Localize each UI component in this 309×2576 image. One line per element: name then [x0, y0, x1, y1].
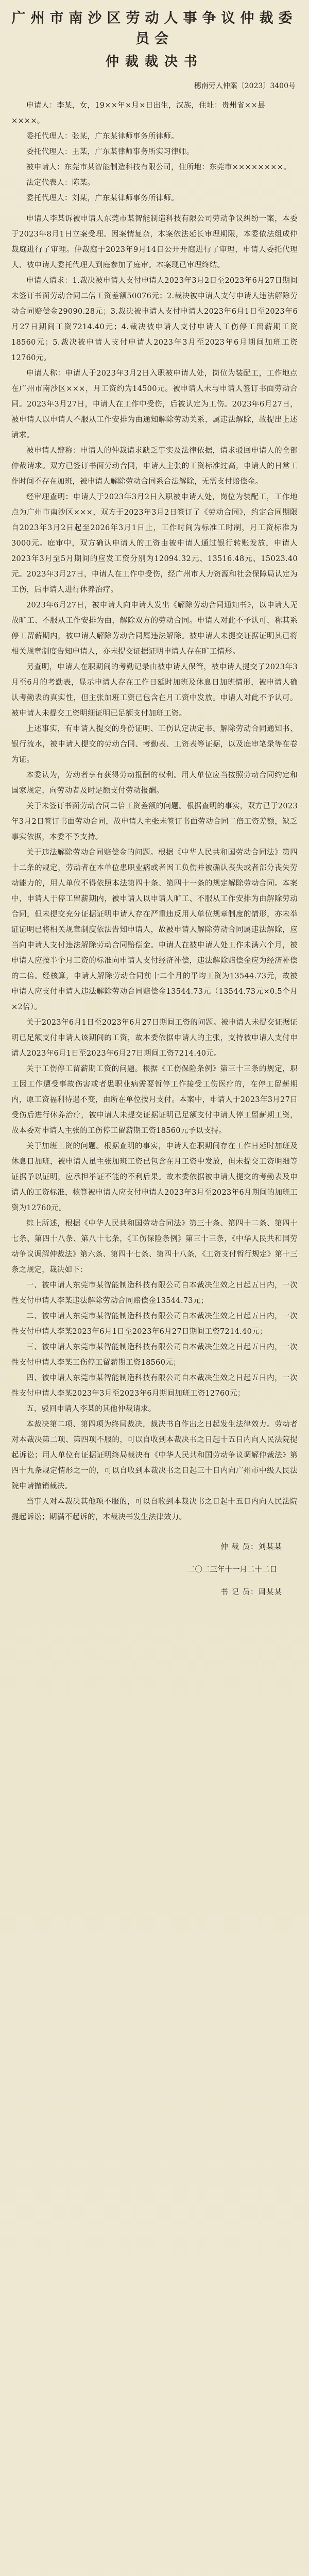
reasoning-paragraph: 关于2023年6月1日至2023年6月27日期间工资的问题。被申请人未提交证据证明已足额支付申请人该期间的工资，故本委依据申请人的主张，支持被申请人支付申请人2023年6月1日至2023年6月27日期间工资7214.40元。	[11, 1019, 298, 1058]
party-line: 委托代理人：张某，广东某律师事务所律师。	[26, 132, 179, 141]
ruling-item: 五、驳回申请人李某的其他仲裁请求。	[26, 1405, 156, 1413]
ruling-item: 四、被申请人东莞市某智能制造科技有限公司自本裁决生效之日起五日内，一次性支付申请人李某2023年3月至2023年6月期间加班工资12760元；	[11, 1374, 298, 1398]
appeal-notice-paragraph: 当事人对本裁决其他项不服的，可以自收到本裁决书之日起十五日内向人民法院提起诉讼；期满不起诉的，本裁决书发生法律效力。	[11, 1498, 298, 1521]
parties-section	[11, 98, 298, 206]
issuing-organization-title: 广州市南沙区劳动人事争议仲裁委员会	[11, 10, 298, 47]
decision-date: 二〇二三年十一月二十二日	[187, 1566, 277, 1574]
arbitrator-signature: 仲 裁 员：刘某某	[220, 1543, 282, 1551]
party-line: 被申请人：东莞市某智能制造科技有限公司，住所地：东莞市××××××××。	[26, 163, 291, 172]
document-title: 仲裁裁决书	[105, 54, 203, 70]
ruling-item: 一、被申请人东莞市某智能制造科技有限公司自本裁决生效之日起五日内，一次性支付申请人李某违法解除劳动合同赔偿金13544.73元；	[11, 1281, 298, 1305]
legal-basis-paragraph: 综上所述，根据《中华人民共和国劳动合同法》第三十条、第四十二条、第四十七条、第四十八条、第八十七条，《工伤保险条例》第三十三条，《中华人民共和国劳动争议调解仲裁法》第六条、第四十七条、第四十八条，《工资支付暂行规定》第十三条之规定，裁决如下：	[11, 1219, 298, 1274]
case-number: 穗南劳人仲案〔2023〕3400号	[194, 82, 296, 90]
facts-paragraph: 2023年6月27日，被申请人向申请人发出《解除劳动合同通知书》，以申请人无故旷工、不服从工作安排为由，解除双方的劳动合同。申请人对此不予认可，称其系停工留薪期内，被申请人解除劳动合同属违法解除。被申请人未提交证据证明其已将相关规章制度告知申请人，亦未提交证据证明申请人存在旷工情形。	[11, 601, 298, 656]
reasoning-paragraph: 关于加班工资的问题。根据查明的事实，申请人在职期间存在工作日延时加班及休息日加班，被申请人虽主张加班工资已包含在月工资中发放，但未提交工资明细等证据予以证明，应承担举证不能的不利后果。故本委依据被申请人提交的考勤表及申请人的工资标准，核算被申请人应支付申请人2023年3月至2023年6月期间的加班工资为12760元。	[11, 1142, 298, 1212]
party-line: 申请人：李某，女，19××年×月×日出生，汉族，住址：贵州省××县××××。	[11, 101, 265, 125]
case-intro-paragraph: 申请人李某诉被申请人东莞市某智能制造科技有限公司劳动争议纠纷一案，本委于2023年8月1日立案受理。因案情复杂，本案依法延长审理期限，本委依法组成仲裁庭进行了审理。仲裁庭于2023年9月14日公开开庭进行了审理，申请人委托代理人、被申请人委托代理人到庭参加了庭审。本案现已审理终结。	[11, 215, 298, 269]
evidence-paragraph: 上述事实，有申请人提交的身份证明、工伤认定决定书、解除劳动合同通知书、银行流水，被申请人提交的劳动合同、考勤表、工资表等证据，以及庭审笔录等在卷为证。	[11, 725, 298, 764]
reasoning-paragraph: 本委认为，劳动者享有获得劳动报酬的权利。用人单位应当按照劳动合同约定和国家规定，向劳动者及时足额支付劳动报酬。	[11, 771, 298, 795]
facts-paragraph: 另查明，申请人在职期间的考勤记录由被申请人保管，被申请人提交了2023年3月至6月的考勤表，显示申请人存在工作日延时加班及休息日加班情形，被申请人确认考勤表的真实性，但主张加班工资已包含在月工资中发放。申请人对此不予认可。被申请人未提交工资明细证明已足额支付加班工资。	[11, 663, 298, 718]
reasoning-paragraph: 关于工伤停工留薪期工资的问题。根据《工伤保险条例》第三十三条的规定，职工因工作遭受事故伤害或者患职业病需要暂停工作接受工伤医疗的，在停工留薪期内，原工资福利待遇不变，由所在单位按月支付。本案中，申请人于2023年3月27日受伤后进行休养治疗，被申请人未提交证据证明已足额支付申请人停工留薪期工资，故本委对申请人主张的工伤停工留薪期工资18560元予以支持。	[11, 1065, 298, 1135]
signature-block	[11, 1538, 298, 1601]
appeal-notice-paragraph: 本裁决第二项、第四项为终局裁决，裁决书自作出之日起发生法律效力。劳动者对本裁决第二项、第四项不服的，可以自收到本裁决书之日起十五日内向人民法院提起诉讼；用人单位有证据证明终局裁决有《中华人民共和国劳动争议调解仲裁法》第四十九条规定情形之一的，可以自收到本裁决书之日起三十日内向广州市中级人民法院申请撤销裁决。	[11, 1420, 298, 1490]
party-line: 法定代表人：陈某。	[26, 179, 95, 187]
party-line: 委托代理人：刘某，广东某律师事务所律师。	[26, 194, 179, 202]
respondent-defense-paragraph: 被申请人辩称：申请人的仲裁请求缺乏事实及法律依据，请求驳回申请人的全部仲裁请求。双方已签订书面劳动合同，申请人主张的工资标准过高，申请人的日常工作时间不存在加班，被申请人解除劳动合同系合法解除，无需支付赔偿金。	[11, 447, 298, 486]
party-line: 委托代理人：王某，广东某律师事务所实习律师。	[26, 148, 194, 156]
clerk-signature: 书 记 员：周某某	[220, 1588, 282, 1597]
body-section	[11, 211, 298, 1525]
ruling-item: 三、被申请人东莞市某智能制造科技有限公司自本裁决生效之日起五日内，一次性支付申请人李某工伤停工留薪期工资18560元；	[11, 1343, 298, 1367]
claims-paragraph: 申请人请求：1.裁决被申请人支付申请人2023年3月2日至2023年6月27日期间未签订书面劳动合同二倍工资差额50076元；2.裁决被申请人支付申请人违法解除劳动合同赔偿金29090.28元；3.裁决被申请人支付申请人2023年6月1日至2023年6月27日期间工资7214.40元；4.裁决被申请人支付申请人工伤停工留薪期工资18560元；5.裁决被申请人支付申请人2023年3月至2023年6月期间加班工资12760元。	[11, 277, 298, 362]
ruling-item: 二、被申请人东莞市某智能制造科技有限公司自本裁决生效之日起五日内，一次性支付申请人李某2023年6月1日至2023年6月27日期间工资7214.40元；	[11, 1312, 298, 1336]
applicant-statement-paragraph: 申请人称：申请人于2023年3月2日入职被申请人处，岗位为装配工，工作地点在广州市南沙区×××，月工资约为14500元。被申请人未与申请人签订书面劳动合同。2023年3月27日，申请人在工作中受伤，后被认定为工伤。2023年6月27日，被申请人以申请人不服从工作安排为由通知解除劳动关系，属违法解除，故提出上述请求。	[11, 369, 298, 439]
reasoning-paragraph: 关于未签订书面劳动合同二倍工资差额的问题。根据查明的事实，双方已于2023年3月2日签订书面劳动合同，故申请人主张未签订书面劳动合同二倍工资差额，缺乏事实依据，本委不予支持。	[11, 802, 298, 841]
reasoning-paragraph: 关于违法解除劳动合同赔偿金的问题。根据《中华人民共和国劳动合同法》第四十二条的规定，劳动者在本单位患职业病或者因工负伤并被确认丧失或者部分丧失劳动能力的，用人单位不得依照本法第四十条、第四十一条的规定解除劳动合同。本案中，申请人于停工留薪期内，被申请人以申请人旷工、不服从工作安排为由解除劳动合同，但未提交充分证据证明申请人存在严重违反用人单位规章制度的情形，亦未举证证明已将相关规章制度依法告知申请人，故被申请人解除劳动合同属违法解除，应当向申请人支付违法解除劳动合同赔偿金。申请人在被申请人处工作未满六个月，被申请人应按半个月工资的标准向申请人支付经济补偿，违法解除赔偿金应为经济补偿的二倍。经核算，申请人解除劳动合同前十二个月的平均工资为13544.73元，故被申请人应支付申请人违法解除劳动合同赔偿金13544.73元（13544.73元×0.5个月×2倍）。	[11, 849, 298, 1011]
facts-paragraph: 经审理查明：申请人于2023年3月2日入职被申请人处，岗位为装配工，工作地点为广州市南沙区×××，双方于2023年3月2日签订了《劳动合同》，约定合同期限自2023年3月2日起至2026年3月1日止，工作时间为标准工时制，月工资标准为3000元。庭审中，双方确认申请人的工资由被申请人通过银行转账发放，申请人2023年3月至5月期间的应发工资分别为12094.32元、13516.48元、15023.40元。2023年3月27日，申请人在工作中受伤，经广州市人力资源和社会保障局认定为工伤，后申请人进行休养治疗。	[11, 493, 298, 594]
